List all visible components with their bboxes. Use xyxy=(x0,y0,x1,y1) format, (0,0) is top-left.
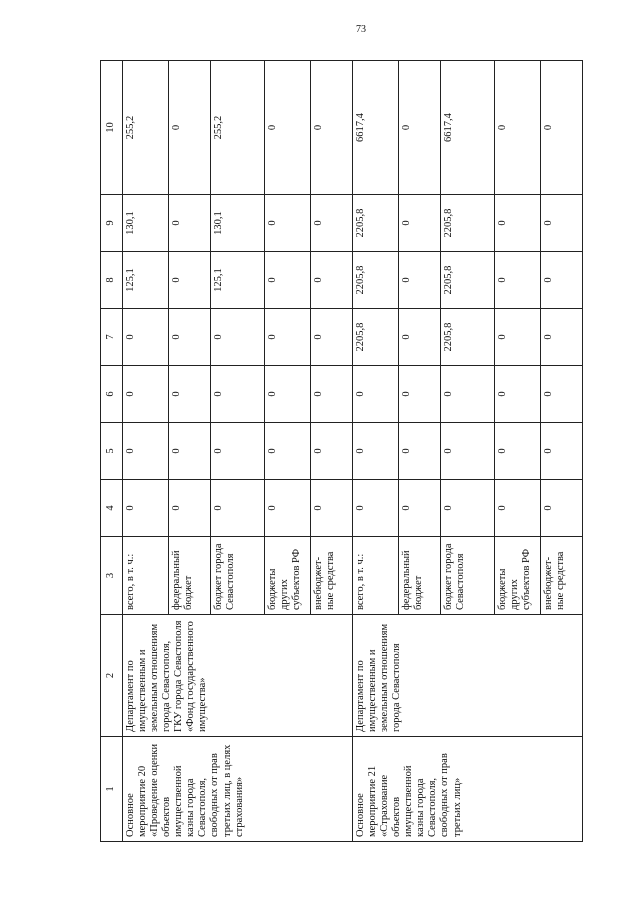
funding-source-cell: всего, в т. ч.: xyxy=(123,537,169,615)
funding-source-cell: всего, в т. ч.: xyxy=(353,537,399,615)
value-cell-col-10: 0 xyxy=(169,61,211,195)
responsible-org-extra: ГКУ города Севастополя «Фонд государственного имущества» xyxy=(173,620,209,732)
value-cell-col-10: 0 xyxy=(495,61,541,195)
value-cell-col-10: 0 xyxy=(399,61,441,195)
value-cell-col-6: 0 xyxy=(311,366,353,423)
funding-source-cell: федеральный бюджет xyxy=(169,537,211,615)
value-cell-col-5: 0 xyxy=(441,423,495,480)
value-cell-col-10: 0 xyxy=(541,61,583,195)
col-header-2: 2 xyxy=(101,615,123,737)
value-cell-col-6: 0 xyxy=(541,366,583,423)
col-header-10: 10 xyxy=(101,61,123,195)
value-cell-col-7: 0 xyxy=(311,309,353,366)
rotated-table-container xyxy=(100,61,567,842)
value-cell-col-5: 0 xyxy=(541,423,583,480)
value-cell-col-4: 0 xyxy=(441,480,495,537)
col-header-9: 9 xyxy=(101,195,123,252)
funding-source-cell: бюджеты других субъектов РФ xyxy=(265,537,311,615)
value-cell-col-4: 0 xyxy=(495,480,541,537)
funding-source-cell: бюджет города Севастополя xyxy=(441,537,495,615)
responsible-org-cell xyxy=(123,615,353,737)
funding-source-cell: федеральный бюджет xyxy=(399,537,441,615)
value-cell-col-8: 0 xyxy=(399,252,441,309)
table-row xyxy=(123,61,169,842)
value-cell-col-4: 0 xyxy=(353,480,399,537)
value-cell-col-9: 0 xyxy=(399,195,441,252)
value-cell-col-5: 0 xyxy=(353,423,399,480)
value-cell-col-6: 0 xyxy=(353,366,399,423)
value-cell-col-4: 0 xyxy=(169,480,211,537)
value-cell-col-8: 0 xyxy=(311,252,353,309)
funding-source-cell: бюджеты других субъектов РФ xyxy=(495,537,541,615)
value-cell-col-6: 0 xyxy=(123,366,169,423)
value-cell-col-7: 0 xyxy=(123,309,169,366)
col-header-5: 5 xyxy=(101,423,123,480)
budget-table xyxy=(100,60,583,842)
value-cell-col-9: 0 xyxy=(541,195,583,252)
value-cell-col-8: 0 xyxy=(265,252,311,309)
value-cell-col-10: 255,2 xyxy=(123,61,169,195)
value-cell-col-6: 0 xyxy=(399,366,441,423)
table-row xyxy=(353,61,399,842)
value-cell-col-4: 0 xyxy=(211,480,265,537)
value-cell-col-6: 0 xyxy=(265,366,311,423)
value-cell-col-8: 2205,8 xyxy=(353,252,399,309)
value-cell-col-7: 0 xyxy=(541,309,583,366)
funding-source-cell: внебюджет-ные средства xyxy=(541,537,583,615)
value-cell-col-5: 0 xyxy=(169,423,211,480)
value-cell-col-5: 0 xyxy=(311,423,353,480)
value-cell-col-8: 2205,8 xyxy=(441,252,495,309)
col-header-8: 8 xyxy=(101,252,123,309)
value-cell-col-8: 0 xyxy=(169,252,211,309)
value-cell-col-10: 6617,4 xyxy=(353,61,399,195)
value-cell-col-9: 0 xyxy=(311,195,353,252)
value-cell-col-4: 0 xyxy=(399,480,441,537)
event-name-cell: Основное мероприятие 20 «Проведение оценки объектов имущественной казны города Севастополя, свободных от прав третьих лиц, в целях страхования» xyxy=(123,737,353,842)
value-cell-col-9: 0 xyxy=(169,195,211,252)
value-cell-col-7: 2205,8 xyxy=(441,309,495,366)
value-cell-col-10: 0 xyxy=(311,61,353,195)
value-cell-col-8: 0 xyxy=(541,252,583,309)
value-cell-col-9: 130,1 xyxy=(211,195,265,252)
value-cell-col-9: 0 xyxy=(265,195,311,252)
value-cell-col-6: 0 xyxy=(211,366,265,423)
value-cell-col-5: 0 xyxy=(399,423,441,480)
responsible-org-main: Департамент по имущественным и земельным отношениям города Севастополя xyxy=(355,623,403,732)
table-body xyxy=(101,61,583,842)
value-cell-col-9: 2205,8 xyxy=(441,195,495,252)
value-cell-col-9: 130,1 xyxy=(123,195,169,252)
col-header-1: 1 xyxy=(101,737,123,842)
funding-source-cell: бюджет города Севастополя xyxy=(211,537,265,615)
value-cell-col-4: 0 xyxy=(541,480,583,537)
col-header-3: 3 xyxy=(101,537,123,615)
value-cell-col-5: 0 xyxy=(265,423,311,480)
value-cell-col-8: 125,1 xyxy=(211,252,265,309)
value-cell-col-8: 0 xyxy=(495,252,541,309)
event-name-cell: Основное мероприятие 21 «Страхование объектов имущественной казны города Севастополя, свободных от прав третьих лиц» xyxy=(353,737,583,842)
value-cell-col-6: 0 xyxy=(495,366,541,423)
value-cell-col-4: 0 xyxy=(311,480,353,537)
responsible-org-main: Департамент по имущественным и земельным отношениям города Севастополя, xyxy=(125,623,173,732)
value-cell-col-9: 2205,8 xyxy=(353,195,399,252)
value-cell-col-5: 0 xyxy=(123,423,169,480)
col-header-6: 6 xyxy=(101,366,123,423)
value-cell-col-4: 0 xyxy=(265,480,311,537)
value-cell-col-8: 125,1 xyxy=(123,252,169,309)
value-cell-col-5: 0 xyxy=(211,423,265,480)
funding-source-cell: внебюджет-ные средства xyxy=(311,537,353,615)
value-cell-col-5: 0 xyxy=(495,423,541,480)
value-cell-col-4: 0 xyxy=(123,480,169,537)
col-header-4: 4 xyxy=(101,480,123,537)
value-cell-col-10: 0 xyxy=(265,61,311,195)
responsible-org-cell xyxy=(353,615,583,737)
col-header-7: 7 xyxy=(101,309,123,366)
value-cell-col-6: 0 xyxy=(441,366,495,423)
value-cell-col-7: 0 xyxy=(399,309,441,366)
value-cell-col-9: 0 xyxy=(495,195,541,252)
value-cell-col-7: 0 xyxy=(495,309,541,366)
value-cell-col-7: 0 xyxy=(265,309,311,366)
header-row xyxy=(101,61,123,842)
page-number: 73 xyxy=(356,24,366,35)
value-cell-col-7: 0 xyxy=(211,309,265,366)
value-cell-col-10: 6617,4 xyxy=(441,61,495,195)
value-cell-col-10: 255,2 xyxy=(211,61,265,195)
value-cell-col-7: 2205,8 xyxy=(353,309,399,366)
value-cell-col-6: 0 xyxy=(169,366,211,423)
value-cell-col-7: 0 xyxy=(169,309,211,366)
